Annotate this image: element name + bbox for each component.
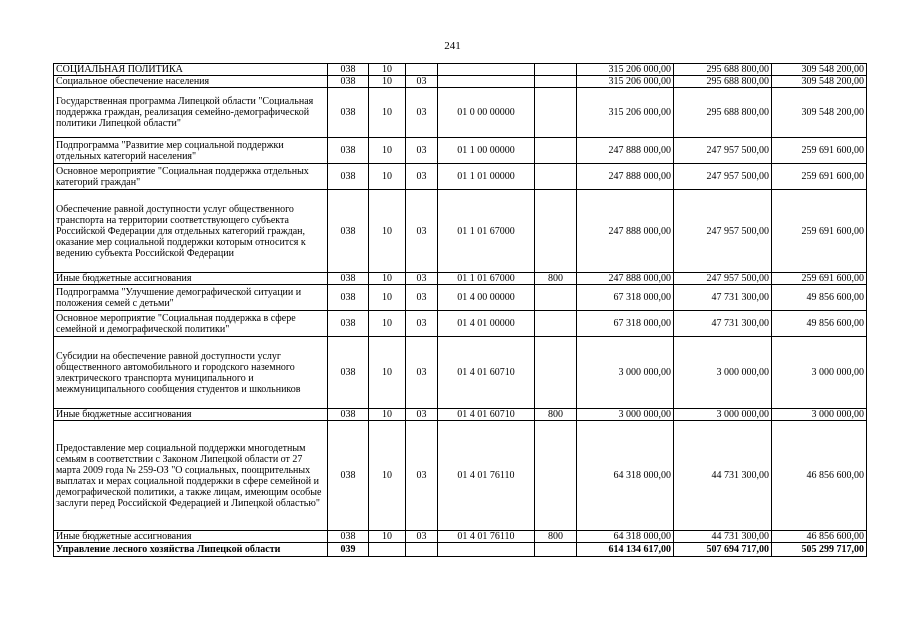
row-section-code: 10 <box>369 273 406 285</box>
row-amount-3: 46 856 600,00 <box>772 421 867 531</box>
row-amount-2: 47 731 300,00 <box>674 285 772 311</box>
row-name: Обеспечение равной доступности услуг общественного транспорта на территории соответствующего субъекта Российской Федерации для отдельных категорий граждан, оказание мер социальной поддержки которым относится к ведению субъекта Российской Федерации <box>54 190 328 273</box>
table-row <box>54 421 867 531</box>
row-expense-type-code <box>535 311 577 337</box>
row-name: Субсидии на обеспечение равной доступности услуг общественного автомобильного и городского наземного электрического транспорта муниципального и межмуниципального сообщения студентов и школьников <box>54 337 328 409</box>
row-target-article-code <box>438 76 535 88</box>
row-section-code: 10 <box>369 64 406 76</box>
row-amount-3: 49 856 600,00 <box>772 311 867 337</box>
row-expense-type-code <box>535 76 577 88</box>
row-amount-2: 247 957 500,00 <box>674 138 772 164</box>
row-expense-type-code <box>535 88 577 138</box>
row-amount-3: 309 548 200,00 <box>772 88 867 138</box>
row-amount-3: 309 548 200,00 <box>772 76 867 88</box>
table-row <box>54 531 867 543</box>
row-subsection-code: 03 <box>406 164 438 190</box>
table-row <box>54 273 867 285</box>
row-amount-3: 3 000 000,00 <box>772 409 867 421</box>
row-amount-3: 309 548 200,00 <box>772 64 867 76</box>
row-department-code: 038 <box>328 285 369 311</box>
row-expense-type-code <box>535 337 577 409</box>
row-name: Подпрограмма "Развитие мер социальной поддержки отдельных категорий населения" <box>54 138 328 164</box>
row-name: Управление лесного хозяйства Липецкой области <box>54 543 328 557</box>
row-expense-type-code: 800 <box>535 531 577 543</box>
row-target-article-code: 01 1 00 00000 <box>438 138 535 164</box>
row-department-code: 038 <box>328 76 369 88</box>
table-row <box>54 190 867 273</box>
row-subsection-code <box>406 64 438 76</box>
row-amount-3: 49 856 600,00 <box>772 285 867 311</box>
row-department-code: 038 <box>328 311 369 337</box>
row-amount-2: 47 731 300,00 <box>674 311 772 337</box>
row-amount-3: 3 000 000,00 <box>772 337 867 409</box>
row-amount-1: 315 206 000,00 <box>577 88 674 138</box>
row-section-code: 10 <box>369 164 406 190</box>
row-amount-2: 295 688 800,00 <box>674 88 772 138</box>
table-row <box>54 409 867 421</box>
row-department-code: 038 <box>328 337 369 409</box>
row-amount-2: 247 957 500,00 <box>674 190 772 273</box>
row-amount-3: 259 691 600,00 <box>772 190 867 273</box>
row-section-code: 10 <box>369 421 406 531</box>
row-name: Иные бюджетные ассигнования <box>54 409 328 421</box>
row-amount-1: 67 318 000,00 <box>577 285 674 311</box>
table-row <box>54 285 867 311</box>
row-amount-1: 3 000 000,00 <box>577 409 674 421</box>
row-expense-type-code <box>535 164 577 190</box>
row-subsection-code: 03 <box>406 88 438 138</box>
row-amount-1: 315 206 000,00 <box>577 76 674 88</box>
row-target-article-code <box>438 543 535 557</box>
table-row <box>54 164 867 190</box>
row-subsection-code: 03 <box>406 337 438 409</box>
row-target-article-code: 01 0 00 00000 <box>438 88 535 138</box>
row-expense-type-code <box>535 285 577 311</box>
row-amount-2: 247 957 500,00 <box>674 164 772 190</box>
row-section-code: 10 <box>369 285 406 311</box>
row-amount-1: 614 134 617,00 <box>577 543 674 557</box>
row-subsection-code: 03 <box>406 409 438 421</box>
table-row <box>54 311 867 337</box>
row-section-code: 10 <box>369 531 406 543</box>
row-target-article-code <box>438 64 535 76</box>
row-section-code: 10 <box>369 76 406 88</box>
row-expense-type-code <box>535 543 577 557</box>
budget-table <box>53 63 867 557</box>
row-target-article-code: 01 4 00 00000 <box>438 285 535 311</box>
row-section-code: 10 <box>369 138 406 164</box>
row-department-code: 038 <box>328 88 369 138</box>
row-expense-type-code <box>535 190 577 273</box>
row-name: Иные бюджетные ассигнования <box>54 273 328 285</box>
budget-table-body <box>54 64 867 557</box>
row-department-code: 038 <box>328 164 369 190</box>
row-subsection-code: 03 <box>406 285 438 311</box>
row-name: Социальное обеспечение населения <box>54 76 328 88</box>
row-target-article-code: 01 4 01 76110 <box>438 531 535 543</box>
row-subsection-code: 03 <box>406 421 438 531</box>
row-amount-3: 46 856 600,00 <box>772 531 867 543</box>
row-department-code: 038 <box>328 421 369 531</box>
row-department-code: 039 <box>328 543 369 557</box>
row-expense-type-code <box>535 138 577 164</box>
row-target-article-code: 01 4 01 76110 <box>438 421 535 531</box>
row-amount-3: 505 299 717,00 <box>772 543 867 557</box>
row-target-article-code: 01 4 01 60710 <box>438 337 535 409</box>
row-subsection-code: 03 <box>406 76 438 88</box>
row-subsection-code: 03 <box>406 273 438 285</box>
row-target-article-code: 01 1 01 67000 <box>438 273 535 285</box>
row-name: Основное мероприятие "Социальная поддержка отдельных категорий граждан" <box>54 164 328 190</box>
table-row <box>54 64 867 76</box>
row-section-code: 10 <box>369 337 406 409</box>
row-amount-1: 247 888 000,00 <box>577 190 674 273</box>
row-amount-1: 67 318 000,00 <box>577 311 674 337</box>
row-amount-2: 247 957 500,00 <box>674 273 772 285</box>
row-amount-1: 315 206 000,00 <box>577 64 674 76</box>
row-subsection-code: 03 <box>406 190 438 273</box>
row-expense-type-code: 800 <box>535 273 577 285</box>
row-department-code: 038 <box>328 531 369 543</box>
row-target-article-code: 01 1 01 67000 <box>438 190 535 273</box>
row-name: Подпрограмма "Улучшение демографической ситуации и положения семей с детьми" <box>54 285 328 311</box>
table-row <box>54 88 867 138</box>
row-amount-3: 259 691 600,00 <box>772 138 867 164</box>
row-section-code: 10 <box>369 88 406 138</box>
row-target-article-code: 01 4 01 00000 <box>438 311 535 337</box>
row-name: Предоставление мер социальной поддержки многодетным семьям в соответствии с Законом Липецкой области от 27 марта 2009 года № 259-ОЗ "О социальных, поощрительных выплатах и мерах социальной поддержки в сфере семейной и демографической политики, а также лицам, имеющим особые заслуги перед Российской Федерацией и Липецкой областью" <box>54 421 328 531</box>
row-subsection-code: 03 <box>406 311 438 337</box>
row-amount-3: 259 691 600,00 <box>772 273 867 285</box>
row-target-article-code: 01 1 01 00000 <box>438 164 535 190</box>
row-name: Основное мероприятие "Социальная поддержка в сфере семейной и демографической политики" <box>54 311 328 337</box>
table-row <box>54 337 867 409</box>
row-amount-1: 64 318 000,00 <box>577 421 674 531</box>
row-amount-2: 44 731 300,00 <box>674 421 772 531</box>
row-expense-type-code <box>535 64 577 76</box>
row-amount-2: 507 694 717,00 <box>674 543 772 557</box>
row-name: Иные бюджетные ассигнования <box>54 531 328 543</box>
page-number: 241 <box>444 40 461 52</box>
row-amount-1: 247 888 000,00 <box>577 138 674 164</box>
row-department-code: 038 <box>328 409 369 421</box>
row-name: СОЦИАЛЬНАЯ ПОЛИТИКА <box>54 64 328 76</box>
row-section-code: 10 <box>369 409 406 421</box>
row-subsection-code: 03 <box>406 138 438 164</box>
row-name: Государственная программа Липецкой области "Социальная поддержка граждан, реализация семейно-демографической политики Липецкой области" <box>54 88 328 138</box>
row-subsection-code <box>406 543 438 557</box>
row-amount-1: 3 000 000,00 <box>577 337 674 409</box>
table-row <box>54 138 867 164</box>
row-amount-1: 247 888 000,00 <box>577 164 674 190</box>
row-section-code: 10 <box>369 190 406 273</box>
row-subsection-code: 03 <box>406 531 438 543</box>
row-amount-1: 247 888 000,00 <box>577 273 674 285</box>
row-expense-type-code: 800 <box>535 409 577 421</box>
row-department-code: 038 <box>328 190 369 273</box>
row-section-code <box>369 543 406 557</box>
row-amount-3: 259 691 600,00 <box>772 164 867 190</box>
row-expense-type-code <box>535 421 577 531</box>
row-department-code: 038 <box>328 138 369 164</box>
row-section-code: 10 <box>369 311 406 337</box>
row-amount-2: 44 731 300,00 <box>674 531 772 543</box>
row-department-code: 038 <box>328 64 369 76</box>
row-amount-1: 64 318 000,00 <box>577 531 674 543</box>
table-row <box>54 543 867 557</box>
row-department-code: 038 <box>328 273 369 285</box>
row-amount-2: 295 688 800,00 <box>674 76 772 88</box>
row-amount-2: 3 000 000,00 <box>674 409 772 421</box>
row-target-article-code: 01 4 01 60710 <box>438 409 535 421</box>
table-row <box>54 76 867 88</box>
row-amount-2: 3 000 000,00 <box>674 337 772 409</box>
row-amount-2: 295 688 800,00 <box>674 64 772 76</box>
